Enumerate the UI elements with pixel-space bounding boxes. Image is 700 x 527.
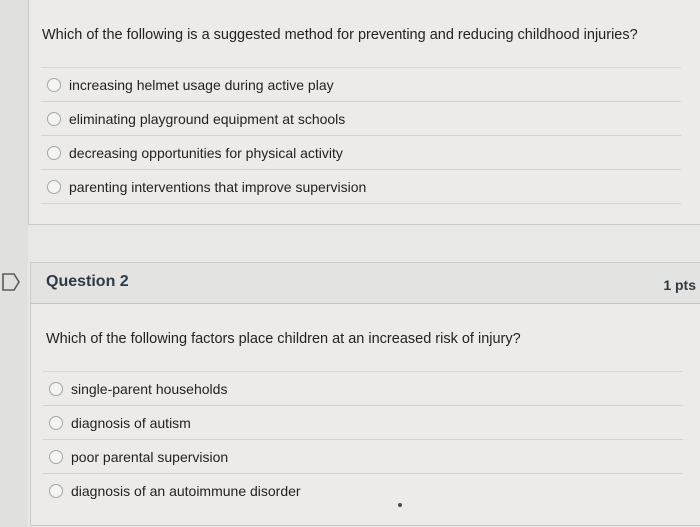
answer-option[interactable] (43, 439, 683, 473)
answer-label: poor parental supervision (71, 448, 229, 465)
question-2-text: Which of the following factors place children at an increased risk of injury? (46, 331, 521, 347)
answer-label: eliminating playground equipment at schools (69, 110, 346, 127)
answer-label: single-parent households (71, 380, 228, 397)
answer-option[interactable] (43, 371, 683, 405)
answer-label: parenting interventions that improve supervision (69, 178, 367, 195)
answer-option[interactable] (41, 101, 681, 135)
radio-button[interactable] (49, 416, 63, 430)
answer-option[interactable] (43, 405, 683, 439)
answer-option[interactable] (41, 169, 681, 204)
cursor-dot (398, 503, 402, 507)
question-1-text: Which of the following is a suggested method for preventing and reducing childhood injuries? (42, 27, 638, 43)
question-header (31, 263, 700, 304)
radio-button[interactable] (47, 112, 61, 126)
answer-option[interactable] (41, 67, 681, 101)
radio-button[interactable] (47, 180, 61, 194)
answer-label: diagnosis of an autoimmune disorder (71, 482, 301, 499)
radio-button[interactable] (49, 484, 63, 498)
question-1-card (28, 0, 700, 225)
radio-button[interactable] (47, 146, 61, 160)
radio-button[interactable] (47, 78, 61, 92)
question-points: 1 pts (663, 277, 696, 293)
page-margin (0, 0, 28, 527)
answer-label: decreasing opportunities for physical activity (69, 144, 343, 161)
answer-label: increasing helmet usage during active play (69, 76, 334, 93)
answer-option[interactable] (41, 135, 681, 169)
question-2-card (30, 262, 700, 526)
question-title: Question 2 (46, 273, 129, 290)
radio-button[interactable] (49, 450, 63, 464)
radio-button[interactable] (49, 382, 63, 396)
answer-option[interactable] (43, 473, 683, 507)
answer-label: diagnosis of autism (71, 414, 191, 431)
